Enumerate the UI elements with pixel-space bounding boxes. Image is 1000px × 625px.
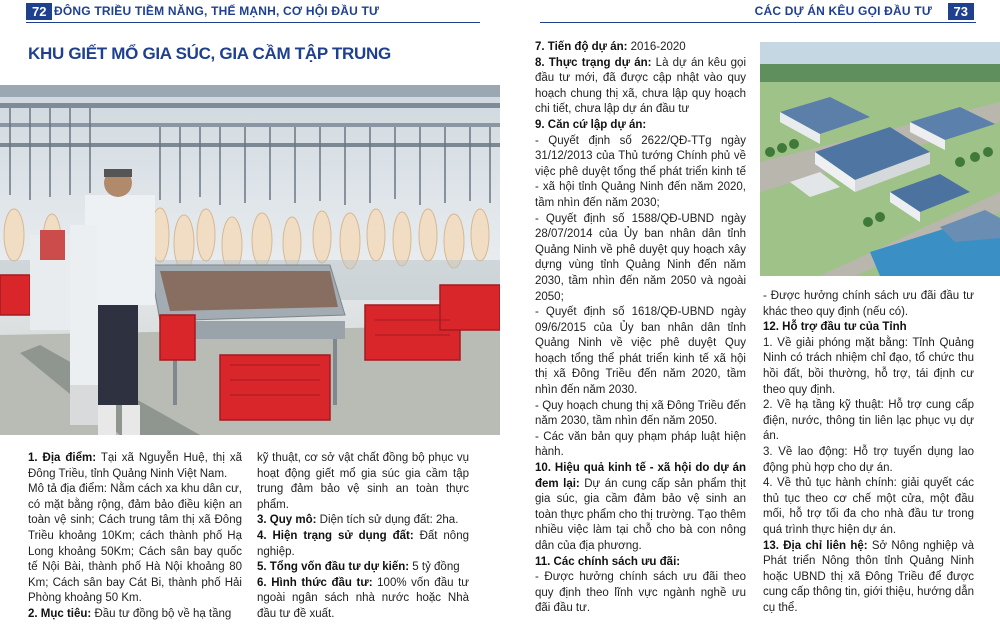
item-1-description: Mô tả địa điểm: Nằm cách xa khu dân cư, có mặt bằng rộng, đảm bảo điều kiện an toàn vệ sinh; Cách trung tâm thị xã Đông Triều khoảng 10Km; cách thành phố Hạ Long khoảng 50Km; Cách sân bay quốc tế Nội Bài, thành phố Hà Nội khoảng 80 Km; Cách sân bay Cát Bi, thành phố Hải Phòng khoảng 50 Km. [28, 483, 242, 605]
site-render-photo [760, 42, 1000, 276]
item-5-label: 5. Tổng vốn đầu tư dự kiến: [257, 561, 410, 574]
right-page-number: 73 [948, 3, 974, 20]
right-header-title: CÁC DỰ ÁN KÊU GỌI ĐẦU TƯ [754, 4, 932, 18]
item-9-label: 9. Căn cứ lập dự án: [535, 118, 647, 131]
item-1-location [28, 451, 242, 482]
item-11-continued: - Được hưởng chính sách ưu đãi đầu tư khác theo quy định (nếu có). [763, 290, 974, 318]
item-12-label: 12. Hỗ trợ đầu tư của Tỉnh [763, 321, 907, 334]
item-1-label: 1. Địa điểm: [28, 452, 97, 464]
item-12-line: 4. Về thủ tục hành chính: giải quyết các thủ tục theo cơ chế một cửa, một đầu mối, hỗ trợ tối đa cho nhà đầu tư trong quá trình thực hiện dự án. [763, 477, 974, 536]
slaughterhouse-photo [0, 85, 500, 435]
item-3-text: Diện tích sử dụng đất: 2ha. [316, 514, 459, 527]
item-8-text: Là dự án kêu gọi đầu tư mới, đã được cập nhật vào quy hoạch chung thị xã, chưa lập quy hoạch chi tiết, chưa lập dự án đầu tư [535, 56, 746, 116]
item-9-line: - Quyết định số 1588/QĐ-UBND ngày 28/07/2014 của Ủy ban nhân dân tỉnh Quảng Ninh về phê duyệt quy hoạch xây dựng vùng tỉnh Quảng Ninh đến năm 2030, tầm nhìn đến năm 2050 và ngoài 2050; [535, 212, 746, 303]
item-8-label: 8. Thực trạng dự án: [535, 56, 652, 69]
item-9-line: - Các văn bản quy phạm pháp luật hiện hành. [535, 430, 746, 459]
item-10-label: 10. Hiệu quả kinh tế - xã hội do dự án đem lại: [535, 462, 746, 490]
item-13-label: 13. Địa chỉ liên hệ: [763, 539, 868, 552]
item-4-land-status [257, 529, 469, 560]
item-9-line: - Quyết định số 1618/QĐ-UBND ngày 09/6/2015 của Ủy ban nhân dân tỉnh Quảng Ninh về việc phê duyệt Quy hoạch tổng thể phát triển kinh tế xã hội thị xã Đông Triều đến năm 2020, tầm nhìn đến năm 2030. [535, 306, 746, 397]
section-title: KHU GIẾT MỔ GIA SÚC, GIA CẦM TẬP TRUNG [28, 44, 391, 63]
item-1-text: Tại xã Nguyễn Huệ, thị xã Đông Triều, tỉnh Quảng Ninh Việt Nam. [28, 452, 242, 480]
item-13-contact [763, 539, 974, 617]
text-column-3 [535, 40, 746, 617]
text-column-1 [28, 451, 242, 623]
item-9-line: - Quyết định số 2622/QĐ-TTg ngày 31/12/2013 của Thủ tướng Chính phủ về việc phê duyệt tổng thể phát triển kinh tế - xã hội tỉnh Quảng Ninh đến năm 2020, tầm nhìn đến năm 2030; [535, 134, 746, 209]
item-2-label: 2. Mục tiêu: [28, 607, 92, 620]
item-10-text: Dự án cung cấp sản phẩm thịt gia súc, gia cầm đảm bảo vệ sinh an toàn thực phẩm cho thị trường. Tạo thêm nhiều việc làm tại chỗ cho bà con nông dân của địa phương. [535, 477, 746, 552]
item-7-label: 7. Tiến độ dự án: [535, 41, 628, 53]
item-12-line: 2. Về hạ tầng kỹ thuật: Hỗ trợ cung cấp điện, nước, thông tin liên lạc phục vụ dự án. [763, 399, 974, 443]
item-3-label: 3. Quy mô: [257, 514, 317, 527]
item-10-effectiveness [535, 461, 746, 555]
item-6-label: 6. Hình thức đầu tư: [257, 576, 373, 589]
left-header-rule [26, 22, 480, 23]
item-6-text: 100% vốn đầu tư ngoài ngân sách nhà nước hoặc Nhà đầu tư đề xuất. [257, 576, 469, 620]
item-12-line: 1. Về giải phóng mặt bằng: Tỉnh Quảng Ninh có trách nhiệm chỉ đạo, tổ chức thu hồi đất, bồi thường, hỗ trợ, tái định cư theo quy định. [763, 336, 974, 396]
item-11-text: - Được hưởng chính sách ưu đãi theo quy định theo lĩnh vực ngành nghề ưu đãi đầu tư. [535, 571, 746, 615]
left-page-header [0, 0, 500, 24]
item-4-text: Đất nông nghiệp. [257, 529, 469, 558]
item-7-schedule [535, 40, 746, 56]
item-8-status [535, 56, 746, 118]
right-page-header [500, 0, 1000, 24]
item-4-label: 4. Hiện trạng sử dụng đất: [257, 529, 414, 542]
item-6-investment-form [257, 576, 469, 623]
item-9-line: - Quy hoạch chung thị xã Đông Triều đến năm 2030, tầm nhìn đến năm 2050. [535, 399, 746, 428]
right-header-rule [540, 22, 976, 23]
left-page-number: 72 [26, 3, 52, 20]
item-2-text: Đầu tư đồng bộ về hạ tầng [91, 607, 232, 620]
item-5-capital [257, 560, 469, 576]
item-12-line: 3. Về lao động: Hỗ trợ tuyển dụng lao động phù hợp cho dự án. [763, 445, 974, 474]
left-header-title: ĐÔNG TRIỀU TIỀM NĂNG, THẾ MẠNH, CƠ HỘI ĐẦU TƯ [54, 4, 380, 18]
text-column-2 [257, 451, 469, 623]
item-3-scale [257, 513, 469, 529]
text-column-4 [763, 289, 974, 616]
item-2-continued: kỹ thuật, cơ sở vật chất đồng bộ phục vụ hoạt động giết mổ gia súc gia cầm tập trung đảm bảo vệ sinh an toàn thực phẩm. [257, 452, 469, 511]
item-2-objective [28, 607, 242, 623]
item-7-text: 2016-2020 [627, 41, 686, 53]
item-11-label: 11. Các chính sách ưu đãi: [535, 555, 681, 568]
item-5-text: 5 tỷ đồng [409, 561, 460, 574]
item-13-text: Sở Nông nghiệp và Phát triển Nông thôn tỉnh Quảng Ninh hoặc UBND thị xã Đông Triều để được cung cấp thông tin, giới thiệu, hướng dẫn cụ thể. [763, 539, 974, 614]
